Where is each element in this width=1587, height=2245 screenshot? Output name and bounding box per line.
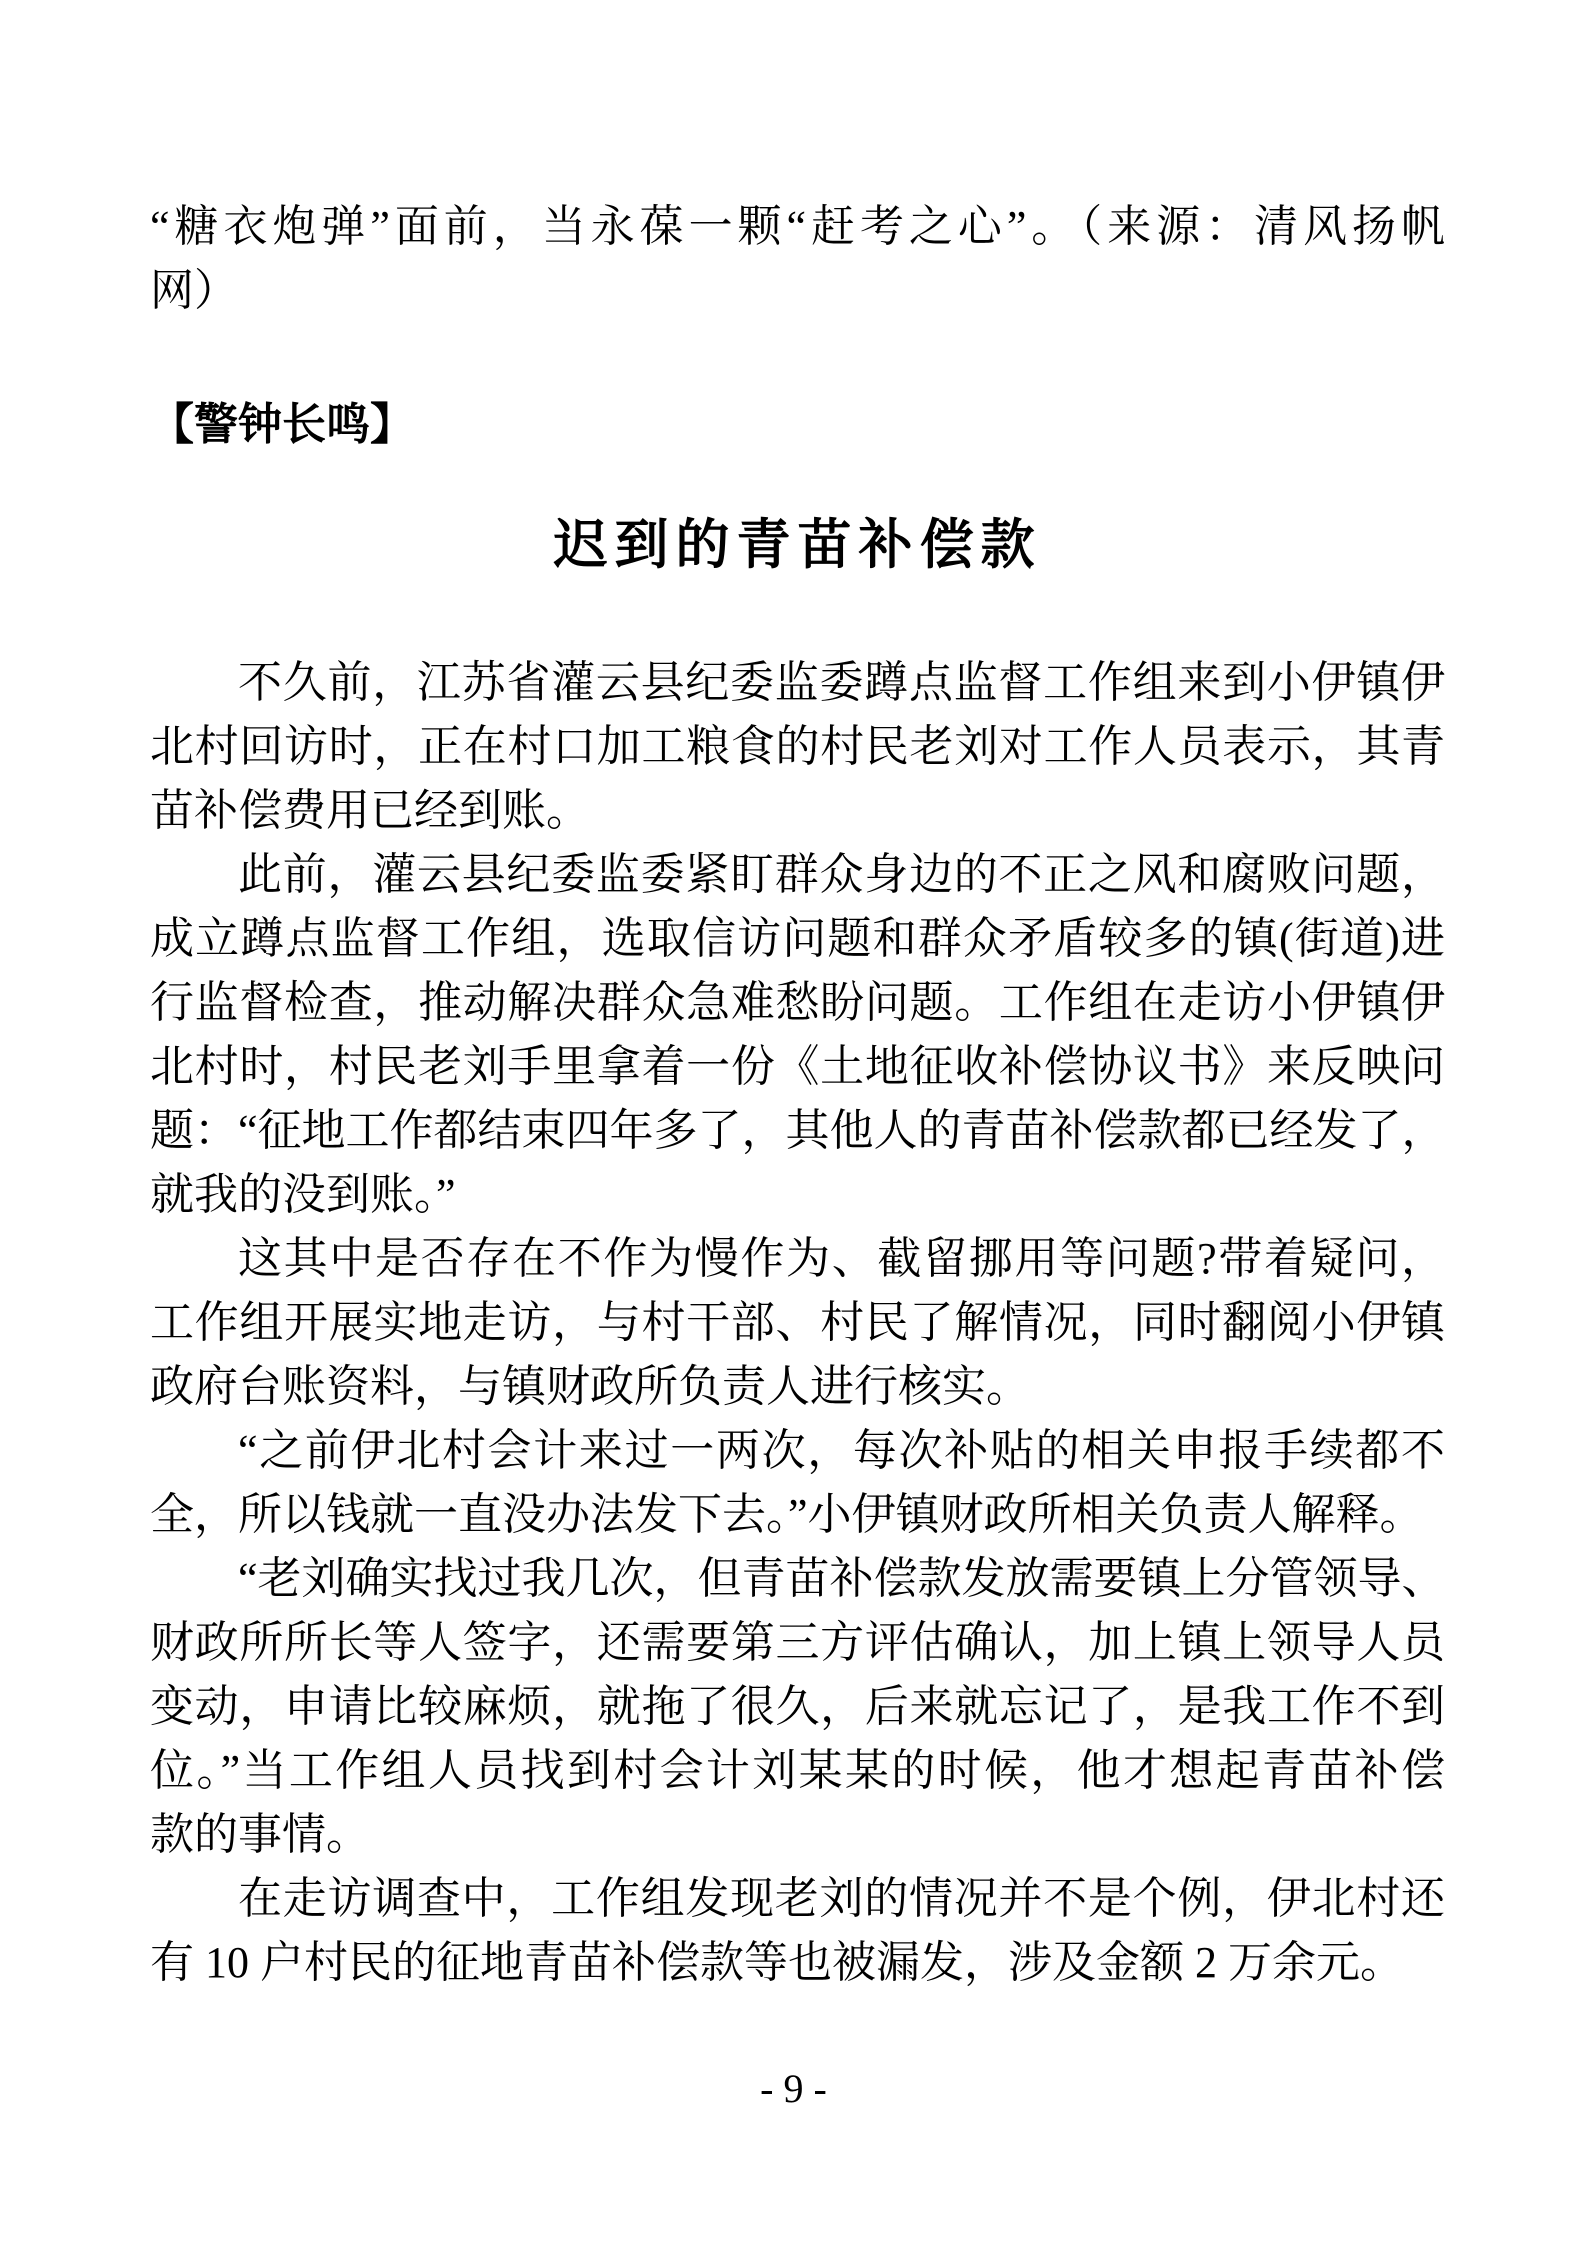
article-body xyxy=(150,195,1445,1995)
text-line: 题：“征地工作都结束四年多了，其他人的青苗补偿款都已经发了， xyxy=(150,1106,1446,1155)
text-line: 网） xyxy=(150,266,238,315)
text-line: 北村回访时，正在村口加工粮食的村民老刘对工作人员表示，其青 xyxy=(150,722,1445,771)
text-line: “老刘确实找过我几次，但青苗补偿款发放需要镇上分管领导、 xyxy=(238,1554,1446,1603)
text-line: 就我的没到账。” xyxy=(150,1170,456,1219)
text-line: 苗补偿费用已经到账。 xyxy=(150,786,590,835)
text-line: 有 10 户村民的征地青苗补偿款等也被漏发，涉及金额 2 万余元。 xyxy=(150,1938,1404,1987)
text-line: 成立蹲点监督工作组，选取信访问题和群众矛盾较多的镇(街道)进 xyxy=(150,914,1445,963)
text-line: 变动，申请比较麻烦，就拖了很久，后来就忘记了，是我工作不到 xyxy=(150,1682,1445,1731)
text-line: 全，所以钱就一直没办法发下去。”小伊镇财政所相关负责人解释。 xyxy=(150,1490,1424,1539)
text-line: “糖衣炮弹”面前，当永葆一颗“赶考之心”。（来源：清风扬帆 xyxy=(150,202,1445,251)
text-line: “之前伊北村会计来过一两次，每次补贴的相关申报手续都不 xyxy=(238,1426,1445,1475)
text-line: 行监督检查，推动解决群众急难愁盼问题。工作组在走访小伊镇伊 xyxy=(150,978,1445,1027)
article-paragraphs xyxy=(150,651,1445,1995)
text-line: 这其中是否存在不作为慢作为、截留挪用等问题?带着疑问， xyxy=(238,1234,1445,1283)
text-line: 工作组开展实地走访，与村干部、村民了解情况，同时翻阅小伊镇 xyxy=(150,1298,1445,1347)
section-label: 【警钟长鸣】 xyxy=(150,400,414,449)
text-line: 不久前，江苏省灌云县纪委监委蹲点监督工作组来到小伊镇伊 xyxy=(238,658,1445,707)
text-line: 北村时，村民老刘手里拿着一份《土地征收补偿协议书》来反映问 xyxy=(150,1042,1445,1091)
text-line: 此前，灌云县纪委监委紧盯群众身边的不正之风和腐败问题， xyxy=(238,850,1445,899)
text-line: 财政所所长等人签字，还需要第三方评估确认，加上镇上领导人员 xyxy=(150,1618,1445,1667)
text-line: 位。”当工作组人员找到村会计刘某某的时候，他才想起青苗补偿 xyxy=(150,1746,1445,1795)
continuation-paragraph xyxy=(150,195,1445,323)
text-line: 政府台账资料，与镇财政所负责人进行核实。 xyxy=(150,1362,1030,1411)
text-line: 在走访调查中，工作组发现老刘的情况并不是个例，伊北村还 xyxy=(238,1874,1445,1923)
text-line: 款的事情。 xyxy=(150,1810,370,1859)
page-number: - 9 - xyxy=(760,2066,827,2111)
article-title: 迟到的青苗补偿款 xyxy=(553,515,1042,575)
